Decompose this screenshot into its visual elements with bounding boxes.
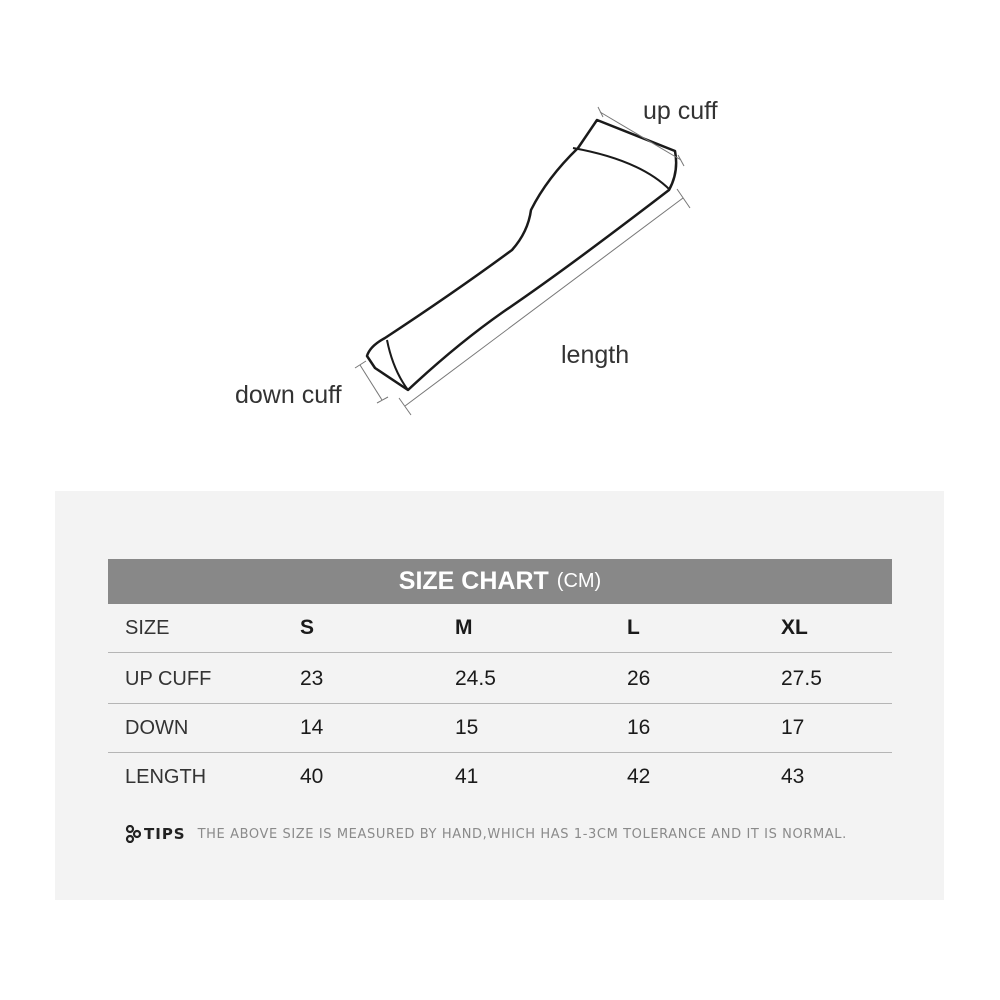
table-cell: 24.5 [455, 667, 496, 690]
tips-label: TIPS [144, 825, 186, 843]
row-label: DOWN [125, 717, 189, 739]
table-cell: 43 [781, 765, 805, 788]
table-cell: 14 [300, 716, 324, 739]
size-l-header: L [627, 616, 640, 639]
size-chart-title: SIZE CHART [398, 567, 549, 595]
size-s-header: S [300, 616, 315, 639]
row-label: LENGTH [125, 766, 207, 788]
size-chart-header [108, 559, 892, 604]
table-cell: 23 [300, 667, 324, 690]
tips-note [125, 825, 847, 843]
size-chart-panel [55, 491, 944, 900]
up-cuff-label: up cuff [643, 97, 718, 125]
table-cell: 16 [627, 716, 651, 739]
size-column-header: SIZE [125, 617, 170, 639]
table-cell: 15 [455, 716, 479, 739]
arm-sleeve-diagram [0, 0, 1000, 460]
length-label: length [561, 341, 630, 369]
up-cuff-row [108, 655, 892, 704]
down-cuff-label: down cuff [235, 381, 342, 409]
size-m-header: M [455, 616, 473, 639]
table-cell: 26 [627, 667, 651, 690]
link-icon [125, 825, 141, 843]
size-xl-header: XL [781, 616, 808, 639]
table-cell: 41 [455, 765, 479, 788]
row-label: UP CUFF [125, 668, 212, 690]
tips-text: THE ABOVE SIZE IS MEASURED BY HAND,WHICH HAS 1-3CM TOLERANCE AND IT IS NORMAL. [197, 826, 847, 842]
length-row [108, 753, 892, 801]
table-cell: 27.5 [781, 667, 822, 690]
table-cell: 42 [627, 765, 651, 788]
table-cell: 17 [781, 716, 805, 739]
down-row [108, 704, 892, 753]
size-header-row [108, 604, 892, 653]
size-chart-unit: (CM) [556, 570, 602, 592]
sleeve-outline [367, 120, 676, 390]
table-cell: 40 [300, 765, 324, 788]
